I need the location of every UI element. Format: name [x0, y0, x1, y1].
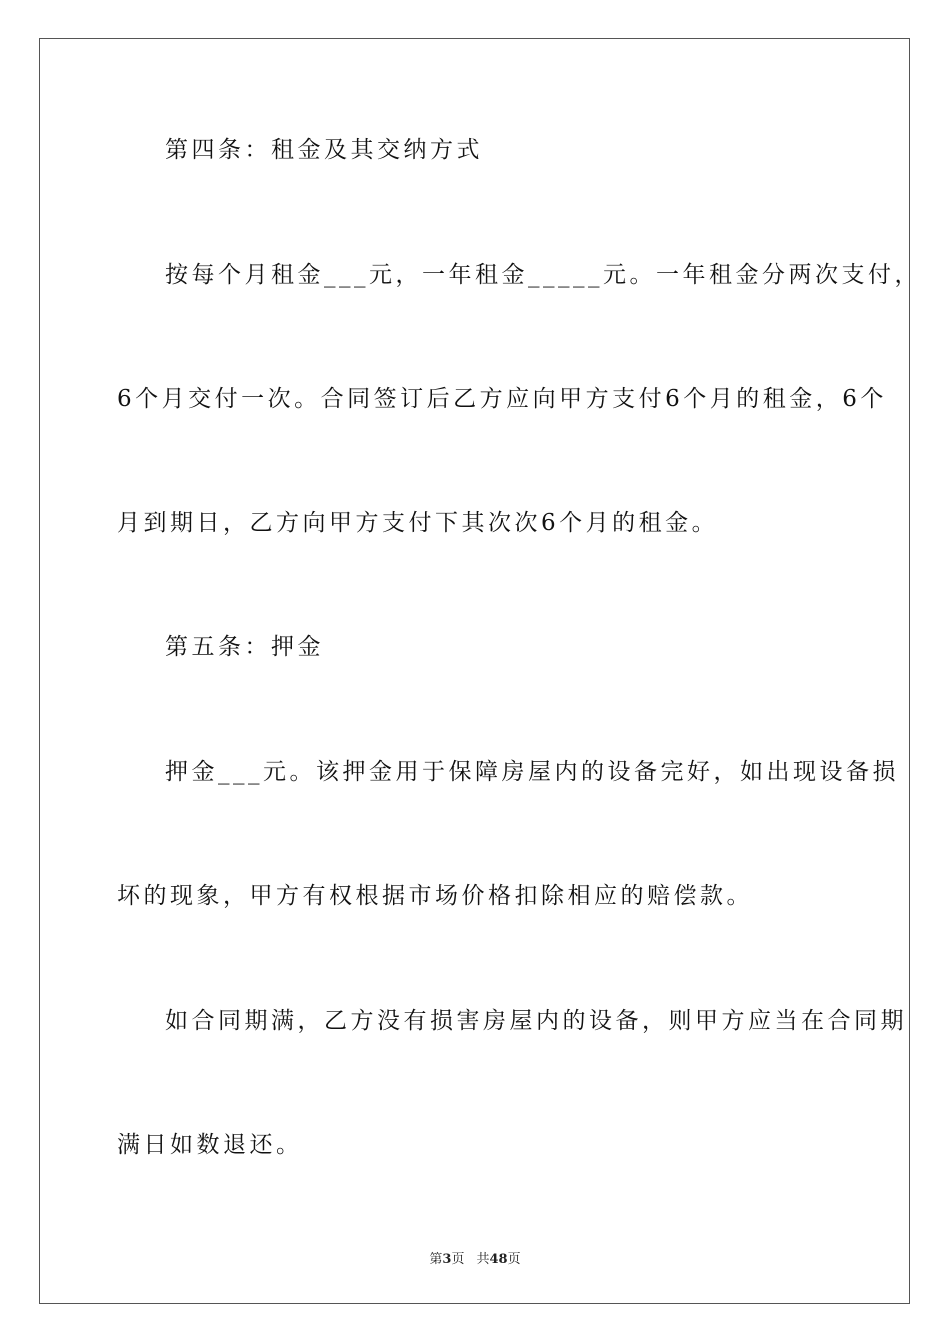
- footer-total-prefix: 共: [476, 1252, 490, 1267]
- footer-total-suffix: 页: [507, 1252, 521, 1267]
- paragraph-line: 6个月交付一次。合同签订后乙方应向甲方支付6个月的租金，6个: [117, 386, 887, 412]
- paragraph-line: 月到期日，乙方向甲方支付下其次次6个月的租金。: [117, 510, 719, 536]
- paragraph-line: 坏的现象，甲方有权根据市场价格扣除相应的赔偿款。: [117, 883, 753, 909]
- paragraph-line: 按每个月租金___元，一年租金_____元。一年租金分两次支付，: [165, 262, 921, 288]
- article-5-heading: 第五条：押金: [165, 634, 324, 660]
- footer-page-number: 3: [442, 1252, 452, 1267]
- page-footer: [0, 1248, 950, 1267]
- footer-page-suffix: 页: [451, 1252, 465, 1267]
- footer-total-pages: 48: [489, 1252, 508, 1267]
- paragraph-line: 如合同期满，乙方没有损害房屋内的设备，则甲方应当在合同期: [165, 1008, 907, 1034]
- article-4-heading: 第四条：租金及其交纳方式: [165, 137, 483, 163]
- paragraph-line: 满日如数退还。: [117, 1132, 303, 1158]
- page-border: [39, 38, 910, 1304]
- footer-page-prefix: 第: [429, 1252, 443, 1267]
- paragraph-line: 押金___元。该押金用于保障房屋内的设备完好，如出现设备损: [165, 759, 899, 785]
